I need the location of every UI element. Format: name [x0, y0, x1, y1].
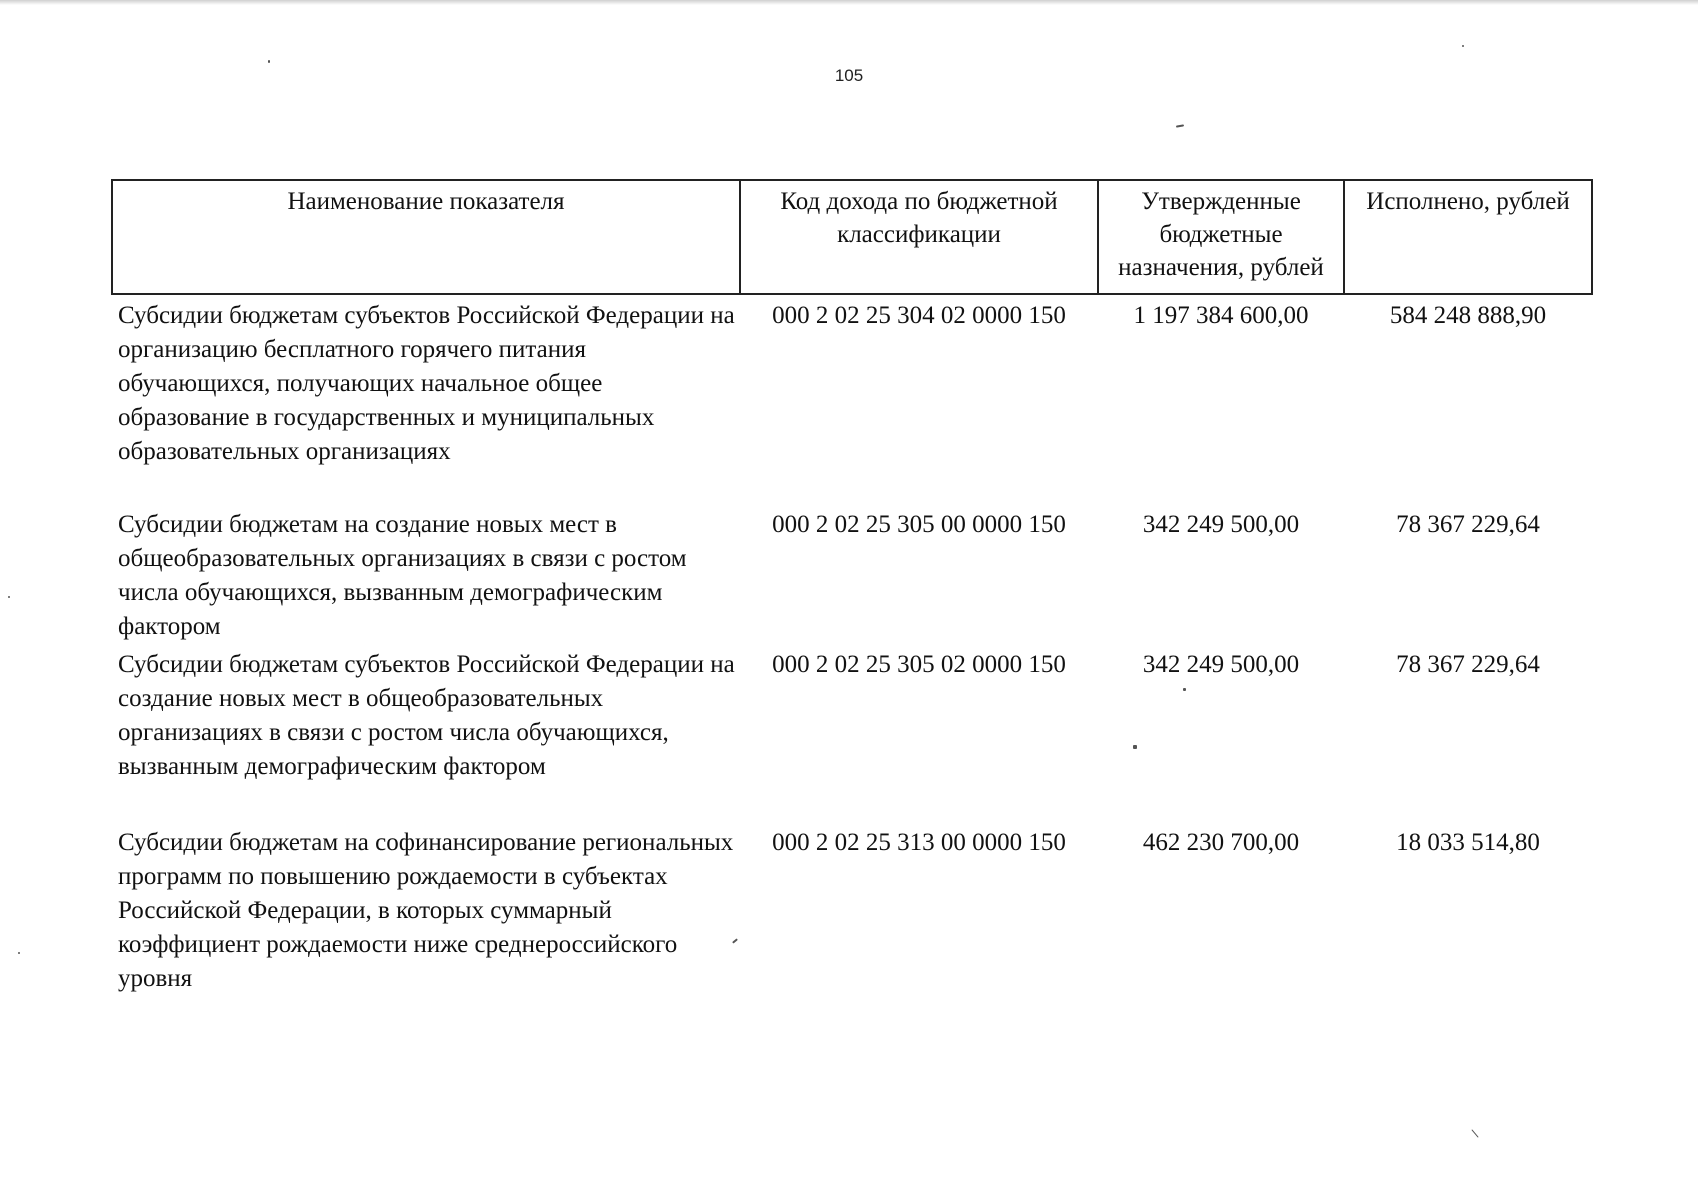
scan-speck — [18, 952, 20, 954]
table-header — [112, 180, 1592, 294]
approved-amount-cell: 342 249 500,00 — [1142, 511, 1300, 538]
scan-speck — [1462, 45, 1464, 47]
budget-income-table — [111, 179, 1593, 1006]
income-code-cell: 000 2 02 25 313 00 0000 150 — [772, 829, 1066, 856]
scan-speck — [268, 60, 270, 63]
executed-amount-cell: 78 367 229,64 — [1396, 651, 1540, 678]
executed-amount-cell: 584 248 888,90 — [1389, 302, 1547, 329]
table-row — [112, 822, 1592, 1006]
approved-amount-cell: 342 249 500,00 — [1142, 651, 1300, 678]
scan-speck — [1471, 1129, 1478, 1137]
income-code-cell: 000 2 02 25 304 02 0000 150 — [772, 302, 1066, 329]
executed-amount-cell: 18 033 514,80 — [1396, 829, 1540, 856]
scan-speck — [8, 596, 10, 598]
table-row — [112, 644, 1592, 822]
income-code-cell: 000 2 02 25 305 00 0000 150 — [772, 511, 1066, 538]
table-row — [112, 504, 1592, 644]
table-header-row — [112, 180, 1592, 294]
indicator-name-cell: Субсидии бюджетам на создание новых мест в общеобразовательных организациях в связи с ростом числа обучающихся, вызванным демографическим фактором — [118, 511, 687, 640]
header-indicator-name: Наименование показателя — [112, 180, 740, 294]
income-code-cell: 000 2 02 25 305 02 0000 150 — [772, 651, 1066, 678]
header-executed-amount: Исполнено, рублей — [1344, 180, 1592, 294]
header-approved-amount: Утвержденные бюджетные назначения, рублей — [1098, 180, 1344, 294]
approved-amount-cell: 462 230 700,00 — [1142, 829, 1300, 856]
page-number: 105 — [834, 66, 864, 85]
executed-amount-cell: 78 367 229,64 — [1396, 511, 1540, 538]
table-body — [112, 294, 1592, 1006]
indicator-name-cell: Субсидии бюджетам субъектов Российской Федерации на организацию бесплатного горячего питания обучающихся, получающих начальное общее образование в государственных и муниципальных образовательных организациях — [118, 302, 735, 465]
indicator-name-cell: Субсидии бюджетам субъектов Российской Федерации на создание новых мест в общеобразовательных организациях в связи с ростом числа обучающихся, вызванным демографическим фактором — [118, 651, 735, 780]
scan-speck — [1176, 124, 1184, 127]
header-income-code: Код дохода по бюджетной классификации — [740, 180, 1098, 294]
table-row — [112, 294, 1592, 504]
indicator-name-cell: Субсидии бюджетам на софинансирование региональных программ по повышению рождаемости в субъектах Российской Федерации, в которых суммарный коэффициент рождаемости ниже среднероссийского уровня — [118, 829, 734, 992]
scan-top-edge — [0, 0, 1698, 5]
approved-amount-cell: 1 197 384 600,00 — [1133, 302, 1309, 329]
